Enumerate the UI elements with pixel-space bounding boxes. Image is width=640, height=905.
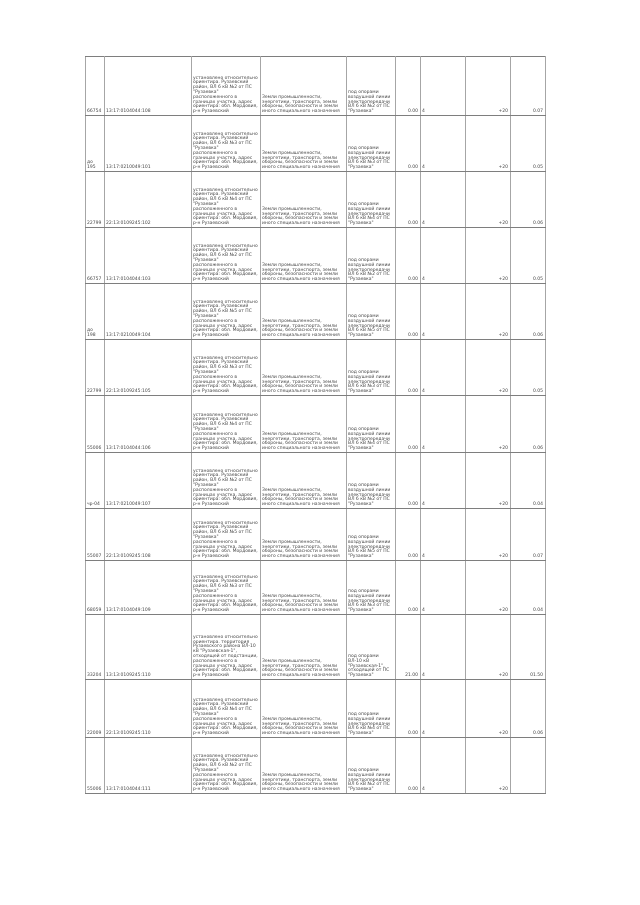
cell-supports: 4 — [421, 228, 466, 284]
cell-cadastral-number: 13:17:0210049:101 — [105, 116, 192, 172]
table-row — [86, 172, 546, 228]
cell-id: 33204 — [86, 615, 105, 680]
cell-cadastral-number: 13:17:0104044:106 — [105, 396, 192, 453]
cell-category: Земли промышленности, энергетики, транспорта, земли обороны, безопасности и земли иного специального назначения — [261, 509, 347, 561]
cell-area: 0.00 — [396, 680, 421, 738]
cell-offset: +20 — [466, 116, 511, 172]
cell-location: установлено относительно ориентира. Рузаевский район, ВЛ 6 кВ №4 от ПС "Рузаевка" расположенного в границах участка, адрес ориентира: обл. Мордовия, р-н Рузаевский — [192, 680, 261, 738]
cell-cadastral-number: 13:17:0104044:103 — [105, 228, 192, 284]
cell-area: 0.00 — [396, 561, 421, 615]
cell-offset: +20 — [466, 453, 511, 509]
cadastral-table — [85, 56, 546, 794]
cell-offset: +20 — [466, 284, 511, 340]
cell-offset: +20 — [466, 396, 511, 453]
cell-value: 0.07 — [511, 57, 546, 116]
cell-id: 55007 — [86, 509, 105, 561]
cell-area: 0.00 — [396, 228, 421, 284]
table-row — [86, 738, 546, 794]
cell-supports: 4 — [421, 396, 466, 453]
cell-value: 0.06 — [511, 284, 546, 340]
cell-cadastral-number: 13:17:0104044:111 — [105, 738, 192, 794]
cell-area: 0.00 — [396, 453, 421, 509]
cell-value: 0.07 — [511, 509, 546, 561]
cell-location: установлено относительно ориентира. Рузаевский район, ВЛ 6 кВ №3 от ПС "Рузаевка" расположенного в границах участка, адрес ориентира: обл. Мордовия, р-н Рузаевский — [192, 116, 261, 172]
cell-cadastral-number: 13:17:0210049:107 — [105, 453, 192, 509]
cell-value: 0.05 — [511, 116, 546, 172]
table-row — [86, 615, 546, 680]
cell-permitted-use: под опорами воздушной линии электропередачи ВЛ 6 кВ №3 от ПС "Рузаевка" — [347, 561, 396, 615]
cell-value: 0.04 — [511, 453, 546, 509]
cell-value: 0.04 — [511, 561, 546, 615]
cell-id: 22799 — [86, 172, 105, 228]
cadastral-table-body — [86, 57, 546, 794]
cell-category: Земли промышленности, энергетики, транспорта, земли обороны, безопасности и земли иного специального назначения — [261, 561, 347, 615]
cell-id: 68059 — [86, 561, 105, 615]
cell-offset: +20 — [466, 615, 511, 680]
cell-value: 0.05 — [511, 228, 546, 284]
cell-permitted-use: под опорами воздушной линии электропередачи ВЛ 6 кВ №4 от ПС "Рузаевка" — [347, 172, 396, 228]
cell-cadastral-number: 13:13:0109245:110 — [105, 615, 192, 680]
cell-area: 0.00 — [396, 509, 421, 561]
cell-category: Земли промышленности, энергетики, транспорта, земли обороны, безопасности и земли иного специального назначения — [261, 396, 347, 453]
cell-value: 0.05 — [511, 340, 546, 396]
table-row — [86, 509, 546, 561]
cell-area: 0.00 — [396, 738, 421, 794]
cell-id: до 195 — [86, 116, 105, 172]
cell-location: установлено относительно ориентира. территория Рузаевского района ВЛ-10 кВ "Рузаевская-1", отходящей от подстанции, расположенного в границах участка, адрес ориентира: обл. Мордовия, р-н Рузаевский — [192, 615, 261, 680]
cell-category: Земли промышленности, энергетики, транспорта, земли обороны, безопасности и земли иного специального назначения — [261, 57, 347, 116]
cell-permitted-use: под опорами воздушной линии электропередачи ВЛ 6 кВ №5 от ПС "Рузаевка" — [347, 509, 396, 561]
cell-cadastral-number: 13:17:0104049:109 — [105, 561, 192, 615]
cell-value: 0.06 — [511, 396, 546, 453]
cell-cadastral-number: 13:17:0210049:104 — [105, 284, 192, 340]
cell-supports: 4 — [421, 340, 466, 396]
table-row — [86, 340, 546, 396]
cell-area: 0.00 — [396, 57, 421, 116]
cell-category: Земли промышленности, энергетики, транспорта, земли обороны, безопасности и земли иного специального назначения — [261, 680, 347, 738]
cell-category: Земли промышленности, энергетики, транспорта, земли обороны, безопасности и земли иного специального назначения — [261, 228, 347, 284]
cell-id: чр-04 — [86, 453, 105, 509]
cell-location: установлено относительно ориентира. Рузаевский район, ВЛ 6 кВ №5 от ПС "Рузаевка" расположенного в границах участка, адрес ориентира: обл. Мордовия, р-н Рузаевский — [192, 284, 261, 340]
cell-id: 55006 — [86, 396, 105, 453]
cell-location: установлено относительно ориентира. Рузаевский район, ВЛ 6 кВ №4 от ПС "Рузаевка" расположенного в границах участка, адрес ориентира: обл. Мордовия, р-н Рузаевский — [192, 396, 261, 453]
cell-permitted-use: под опорами воздушной линии электропередачи ВЛ 6 кВ №3 от ПС "Рузаевка" — [347, 340, 396, 396]
cell-id: до 198 — [86, 284, 105, 340]
cell-category: Земли промышленности, энергетики, транспорта, земли обороны, безопасности и земли иного специального назначения — [261, 453, 347, 509]
cell-cadastral-number: 13:17:0104044:108 — [105, 57, 192, 116]
cell-category: Земли промышленности, энергетики, транспорта, земли обороны, безопасности и земли иного специального назначения — [261, 340, 347, 396]
cell-area: 0.00 — [396, 172, 421, 228]
cell-permitted-use: под опорами воздушной линии электропередачи ВЛ 6 кВ №4 от ПС "Рузаевка" — [347, 396, 396, 453]
cell-cadastral-number: 22:13:0109245:110 — [105, 680, 192, 738]
cell-id: 22009 — [86, 680, 105, 738]
cell-permitted-use: под опорами воздушной линии электропередачи ВЛ 6 кВ №5 от ПС "Рузаевка" — [347, 284, 396, 340]
cell-id: 66754 — [86, 57, 105, 116]
cell-supports: 4 — [421, 57, 466, 116]
cell-supports: 4 — [421, 680, 466, 738]
cell-supports: 4 — [421, 172, 466, 228]
cell-area: 21.00 — [396, 615, 421, 680]
table-row — [86, 396, 546, 453]
cell-location: установлено относительно ориентира. Рузаевский район, ВЛ 6 кВ №2 от ПС "Рузаевка" расположенного в границах участка, адрес ориентира: обл. Мордовия, р-н Рузаевский — [192, 228, 261, 284]
cell-id: 55006 — [86, 738, 105, 794]
cell-permitted-use: под опорами ВЛ-10 кВ "Рузаевская-1", отходящей от ПС "Рузаевка" — [347, 615, 396, 680]
table-row — [86, 57, 546, 116]
cell-permitted-use: под опорами воздушной линии электропередачи ВЛ 6 кВ №4 от ПС "Рузаевка" — [347, 680, 396, 738]
cell-location: установлено относительно ориентира. Рузаевский район, ВЛ 6 кВ №5 от ПС "Рузаевка" расположенного в границах участка, адрес ориентира: обл. Мордовия, р-н Рузаевский — [192, 509, 261, 561]
table-row — [86, 116, 546, 172]
cell-permitted-use: под опорами воздушной линии электропередачи ВЛ 6 кВ №2 от ПС "Рузаевка" — [347, 453, 396, 509]
cell-area: 0.00 — [396, 284, 421, 340]
cell-permitted-use: под опорами воздушной линии электропередачи ВЛ 6 кВ №2 от ПС "Рузаевка" — [347, 57, 396, 116]
cell-cadastral-number: 22:13:0109245:108 — [105, 509, 192, 561]
cell-offset: +20 — [466, 738, 511, 794]
cell-value: 01.50 — [511, 615, 546, 680]
cell-category: Земли промышленности, энергетики, транспорта, земли обороны, безопасности и земли иного специального назначения — [261, 116, 347, 172]
cell-permitted-use: под опорами воздушной линии электропередачи ВЛ 6 кВ №3 от ПС "Рузаевка" — [347, 116, 396, 172]
cell-supports: 4 — [421, 738, 466, 794]
cell-location: установлено относительно ориентира. Рузаевский район, ВЛ 6 кВ №2 от ПС "Рузаевка" расположенного в границах участка, адрес ориентира: обл. Мордовия, р-н Рузаевский — [192, 57, 261, 116]
cell-category: Земли промышленности, энергетики, транспорта, земли обороны, безопасности и земли иного специального назначения — [261, 284, 347, 340]
cell-cadastral-number: 22:13:0109245:102 — [105, 172, 192, 228]
cell-offset: +20 — [466, 561, 511, 615]
cell-area: 0.00 — [396, 116, 421, 172]
cell-supports: 4 — [421, 116, 466, 172]
table-row — [86, 453, 546, 509]
cell-id: 66757 — [86, 228, 105, 284]
cell-offset: +20 — [466, 340, 511, 396]
cell-supports: 4 — [421, 561, 466, 615]
table-row — [86, 228, 546, 284]
cell-location: установлено относительно ориентира. Рузаевский район, ВЛ 6 кВ №2 от ПС "Рузаевка" расположенного в границах участка, адрес ориентира: обл. Мордовия, р-н Рузаевский — [192, 738, 261, 794]
cell-permitted-use: под опорами воздушной линии электропередачи ВЛ 6 кВ №2 от ПС "Рузаевка" — [347, 738, 396, 794]
table-row — [86, 561, 546, 615]
cell-cadastral-number: 22:13:0109245:105 — [105, 340, 192, 396]
cell-value: 0.06 — [511, 680, 546, 738]
cell-category: Земли промышленности, энергетики, транспорта, земли обороны, безопасности и земли иного специального назначения — [261, 738, 347, 794]
cell-offset: +20 — [466, 57, 511, 116]
table-row — [86, 680, 546, 738]
cell-area: 0.00 — [396, 340, 421, 396]
cell-location: установлено относительно ориентира. Рузаевский район, ВЛ 6 кВ №2 от ПС "Рузаевка" расположенного в границах участка, адрес ориентира: обл. Мордовия, р-н Рузаевский — [192, 453, 261, 509]
cell-value: 0.06 — [511, 172, 546, 228]
cell-category: Земли промышленности, энергетики, транспорта, земли обороны, безопасности и земли иного специального назначения — [261, 172, 347, 228]
cell-id: 22799 — [86, 340, 105, 396]
cell-location: установлено относительно ориентира. Рузаевский район, ВЛ 6 кВ №3 от ПС "Рузаевка" расположенного в границах участка, адрес ориентира: обл. Мордовия, р-н Рузаевский — [192, 340, 261, 396]
cell-location: установлено относительно ориентира. Рузаевский район, ВЛ 6 кВ №4 от ПС "Рузаевка" расположенного в границах участка, адрес ориентира: обл. Мордовия, р-н Рузаевский — [192, 172, 261, 228]
cell-supports: 4 — [421, 453, 466, 509]
table-row — [86, 284, 546, 340]
cell-category: Земли промышленности, энергетики, транспорта, земли обороны, безопасности и земли иного специального назначения — [261, 615, 347, 680]
cell-supports: 4 — [421, 284, 466, 340]
cell-supports: 4 — [421, 615, 466, 680]
cell-permitted-use: под опорами воздушной линии электропередачи ВЛ 6 кВ №2 от ПС "Рузаевка" — [347, 228, 396, 284]
cell-offset: +20 — [466, 228, 511, 284]
cell-value — [511, 738, 546, 794]
cell-offset: +20 — [466, 172, 511, 228]
cell-area: 0.00 — [396, 396, 421, 453]
cell-supports: 4 — [421, 509, 466, 561]
cell-offset: +20 — [466, 680, 511, 738]
cell-offset: +20 — [466, 509, 511, 561]
cell-location: установлено относительно ориентира. Рузаевский район, ВЛ 6 кВ №3 от ПС "Рузаевка" расположенного в границах участка, адрес ориентира: обл. Мордовия, р-н Рузаевский — [192, 561, 261, 615]
